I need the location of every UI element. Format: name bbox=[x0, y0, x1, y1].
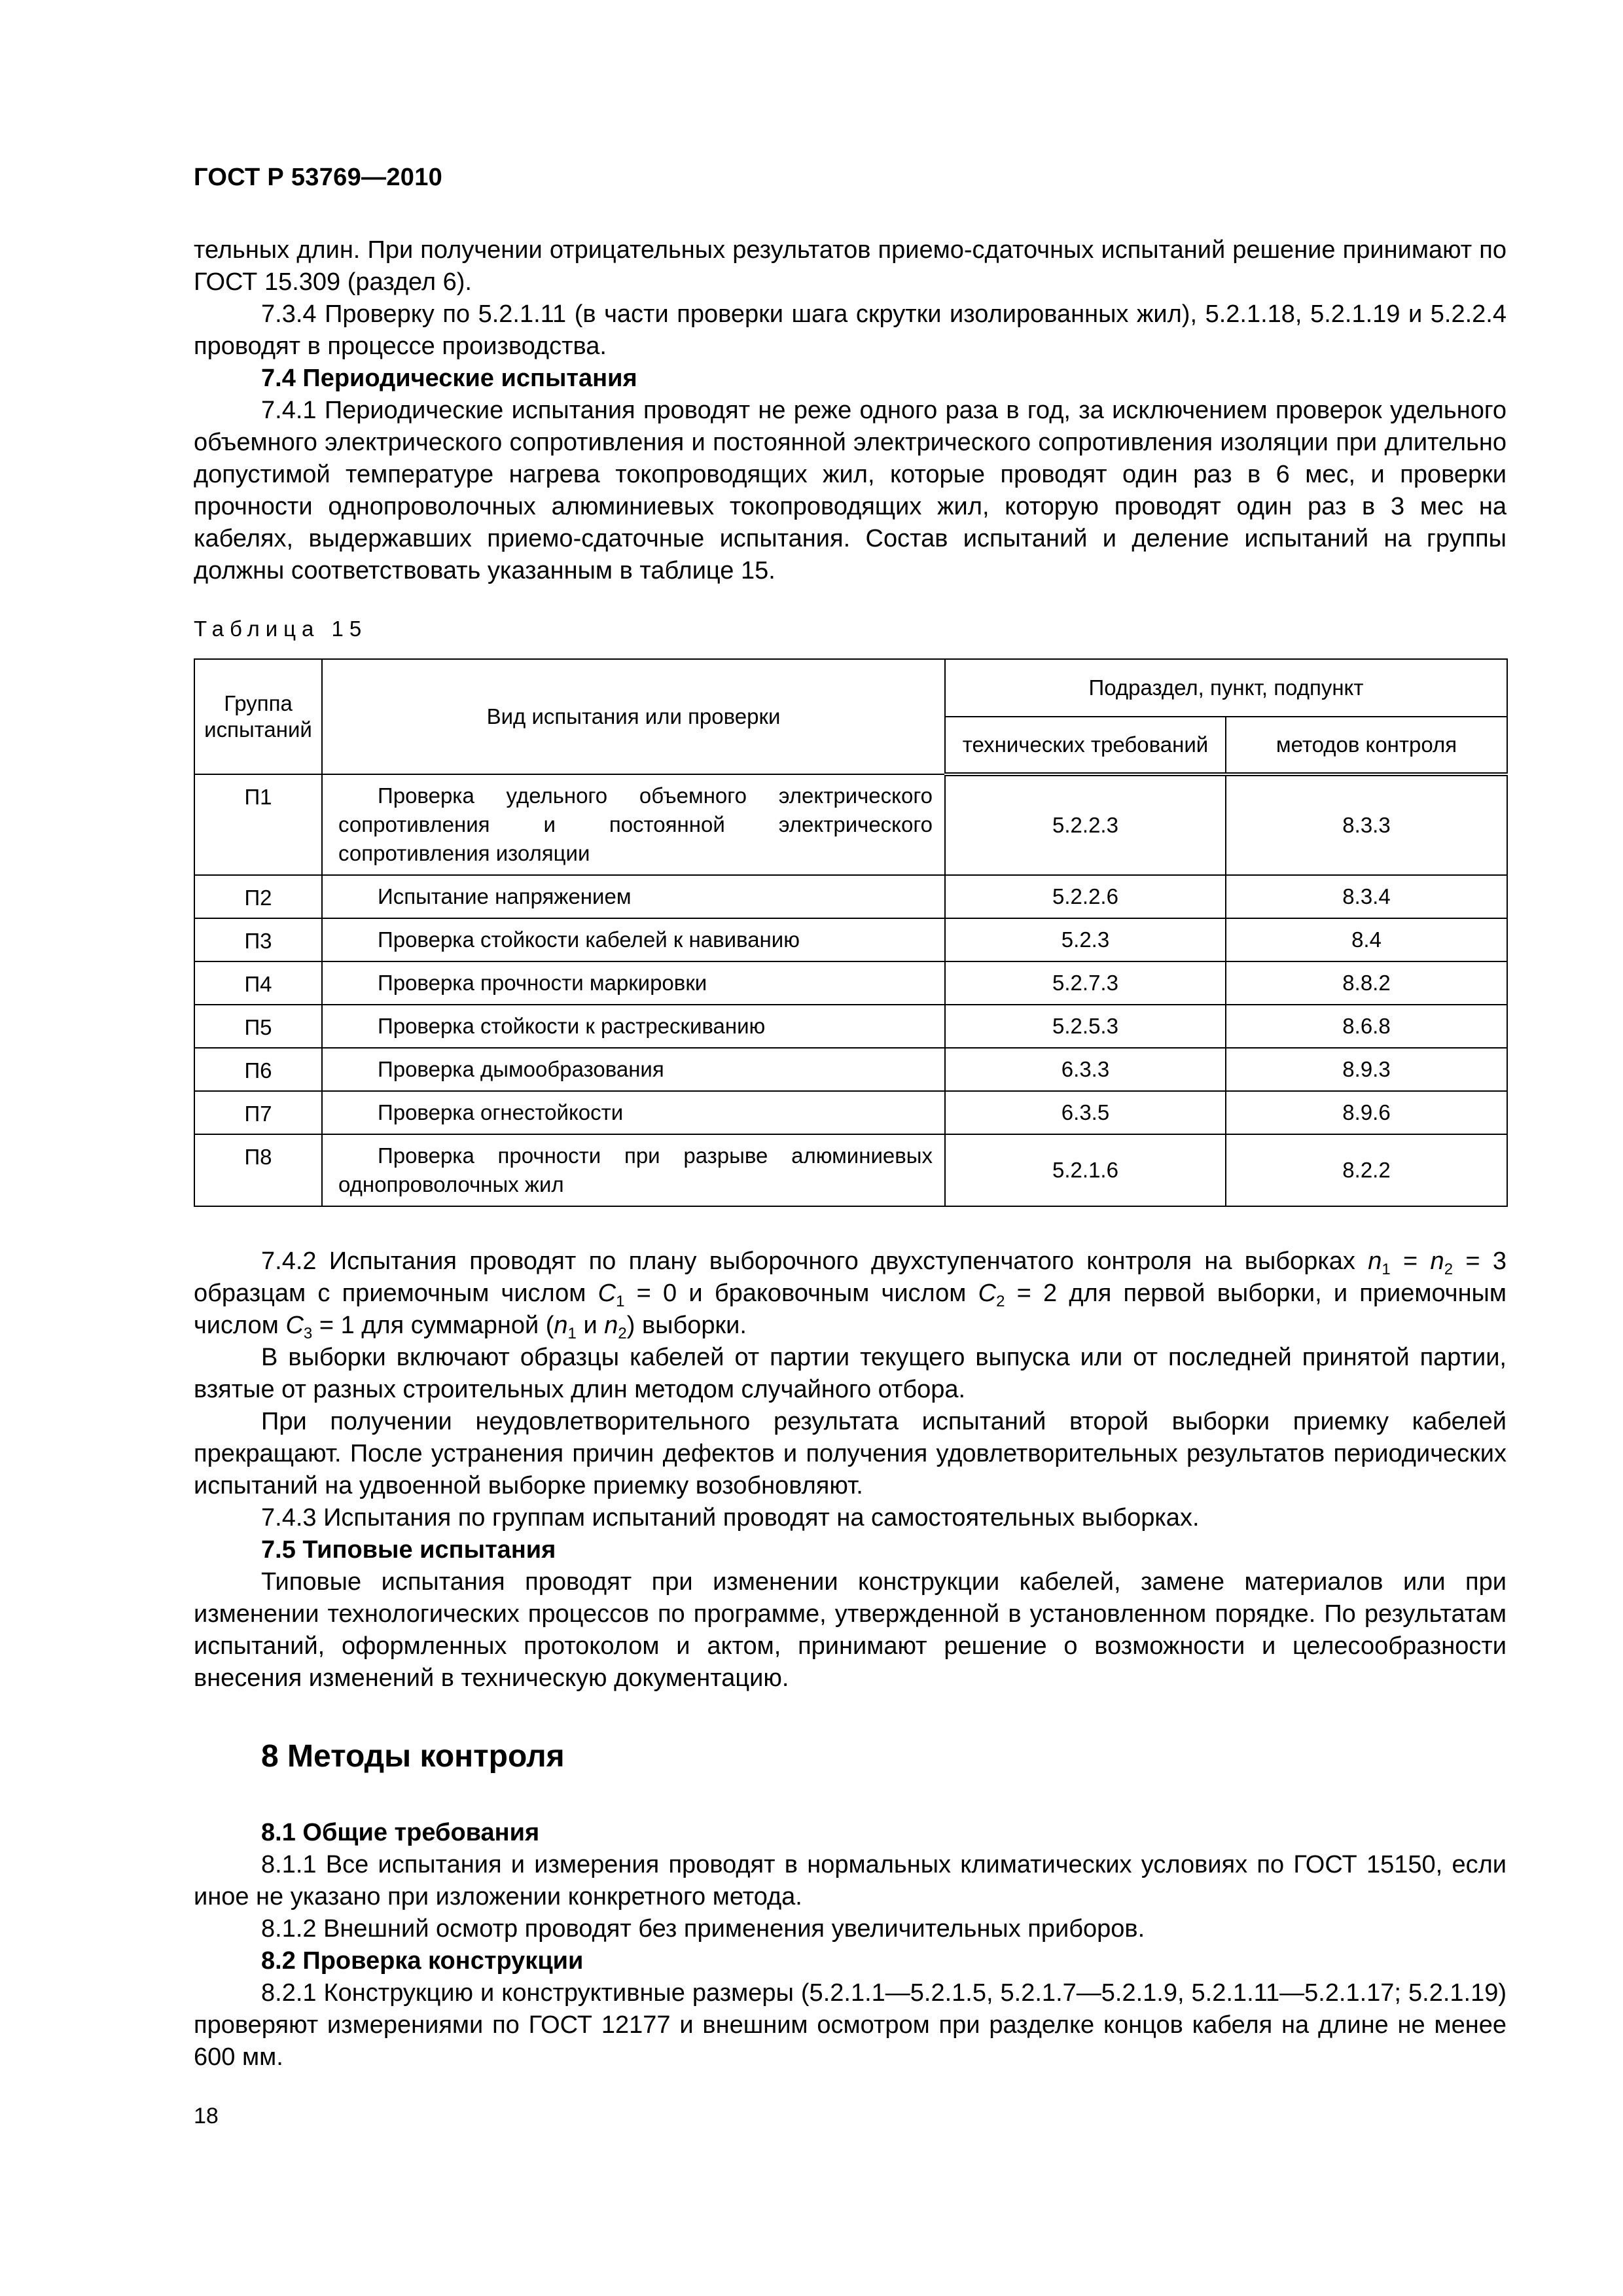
header-control-methods: методов контроля bbox=[1226, 717, 1507, 774]
table-row bbox=[194, 918, 1507, 961]
table-row bbox=[194, 1005, 1507, 1048]
cell-tech-requirement: 5.2.1.6 bbox=[945, 1134, 1226, 1206]
section-8 bbox=[194, 1737, 1507, 2073]
cell-group: П5 bbox=[194, 1005, 322, 1048]
page-number: 18 bbox=[194, 2104, 219, 2128]
table-row bbox=[194, 1091, 1507, 1134]
cell-control-method: 8.6.8 bbox=[1226, 1005, 1507, 1048]
cell-tech-requirement: 5.2.2.3 bbox=[945, 774, 1226, 875]
heading-7-4: 7.4 Периодические испытания bbox=[261, 365, 637, 392]
cell-description: Проверка стойкости кабелей к навиванию bbox=[322, 918, 945, 961]
cell-description: Проверка прочности при разрыве алюминиевых однопроволочных жил bbox=[322, 1134, 945, 1206]
table-row bbox=[194, 961, 1507, 1005]
cell-group: П6 bbox=[194, 1048, 322, 1091]
cell-description: Проверка прочности маркировки bbox=[322, 961, 945, 1005]
table-15 bbox=[194, 658, 1508, 1207]
cell-group: П4 bbox=[194, 961, 322, 1005]
cell-control-method: 8.9.3 bbox=[1226, 1048, 1507, 1091]
cell-group: П3 bbox=[194, 918, 322, 961]
cell-group: П7 bbox=[194, 1091, 322, 1134]
cell-tech-requirement: 5.2.3 bbox=[945, 918, 1226, 961]
heading-8: 8 Методы контроля bbox=[261, 1739, 565, 1774]
cell-control-method: 8.3.4 bbox=[1226, 875, 1507, 918]
cell-tech-requirement: 5.2.2.6 bbox=[945, 875, 1226, 918]
header-tech-requirements: технических требований bbox=[945, 717, 1226, 774]
paragraph-8-1-1: 8.1.1 Все испытания и измерения проводят в нормальных климатических условиях по ГОСТ 15150, если иное не указано при изложении конкретного метода. bbox=[194, 1851, 1507, 1910]
cell-description: Проверка дымообразования bbox=[322, 1048, 945, 1091]
cell-description: Проверка удельного объемного электрического сопротивления и постоянной электрического сопротивления изоляции bbox=[322, 774, 945, 875]
cell-tech-requirement: 5.2.5.3 bbox=[945, 1005, 1226, 1048]
cell-control-method: 8.3.3 bbox=[1226, 774, 1507, 875]
cell-control-method: 8.2.2 bbox=[1226, 1134, 1507, 1206]
paragraph-7-3-4: 7.3.4 Проверку по 5.2.1.11 (в части проверки шага скрутки изолированных жил), 5.2.1.18, 5.2.1.19 и 5.2.2.4 проводят в процессе производства. bbox=[194, 300, 1507, 360]
heading-8-1: 8.1 Общие требования bbox=[261, 1819, 540, 1846]
table-row bbox=[194, 1048, 1507, 1091]
cell-description: Испытание напряжением bbox=[322, 875, 945, 918]
paragraph-failure: При получении неудовлетворительного результата испытаний второй выборки приемку кабелей прекращают. После устранения причин дефектов и получения удовлетворительных результатов периодических испытаний на удвоенной выборке приемку возобновляют. bbox=[194, 1408, 1507, 1499]
paragraph-7-5: Типовые испытания проводят при изменении конструкции кабелей, замене материалов или при изменении технологических процессов по программе, утвержденной в установленном порядке. По результатам испытаний, оформленных протоколом и актом, принимают решение о возможности и целесообразности внесения изменений в техническую документацию. bbox=[194, 1568, 1507, 1692]
cell-control-method: 8.9.6 bbox=[1226, 1091, 1507, 1134]
heading-8-2: 8.2 Проверка конструкции bbox=[261, 1947, 584, 1975]
table-row bbox=[194, 875, 1507, 918]
section-7-4-2-7-5 bbox=[194, 1246, 1507, 1695]
paragraph-samples: В выборки включают образцы кабелей от партии текущего выпуска или от последней принятой партии, взятые от разных строительных длин методом случайного отбора. bbox=[194, 1344, 1507, 1403]
cell-group: П2 bbox=[194, 875, 322, 918]
cell-control-method: 8.8.2 bbox=[1226, 961, 1507, 1005]
document-header: ГОСТ Р 53769—2010 bbox=[194, 164, 443, 191]
table-row bbox=[194, 774, 1507, 875]
paragraph-7-4-1: 7.4.1 Периодические испытания проводят не реже одного раза в год, за исключением проверок удельного объемного электрического сопротивления и постоянной электрического сопротивления изоляции при длительно допустимой температуре нагрева токопроводящих жил, которые проводят один раз в 6 мес, и проверки прочности однопроволочных алюминиевых токопроводящих жил, которую проводят один раз в 3 мес на кабелях, выдержавших приемо-сдаточные испытания. Состав испытаний и деление испытаний на группы должны соответствовать указанным в таблице 15. bbox=[194, 397, 1507, 584]
section-7-3-7-4 bbox=[194, 234, 1507, 587]
header-group: Группа испытаний bbox=[194, 659, 322, 774]
cell-group: П8 bbox=[194, 1134, 322, 1206]
table-caption: Таблица 15 bbox=[194, 617, 368, 641]
cell-control-method: 8.4 bbox=[1226, 918, 1507, 961]
table-body bbox=[194, 774, 1507, 1206]
table-row bbox=[194, 1134, 1507, 1206]
header-test-type: Вид испытания или проверки bbox=[322, 659, 945, 774]
header-section: Подраздел, пункт, подпункт bbox=[945, 659, 1507, 717]
cell-tech-requirement: 5.2.7.3 bbox=[945, 961, 1226, 1005]
paragraph-8-2-1: 8.2.1 Конструкцию и конструктивные размеры (5.2.1.1—5.2.1.5, 5.2.1.7—5.2.1.9, 5.2.1.11—5.2.1.17; 5.2.1.19) проверяют измерениями по ГОСТ 12177 и внешним осмотром при разделке концов кабеля на длине не менее 600 мм. bbox=[194, 1979, 1507, 2071]
cell-tech-requirement: 6.3.3 bbox=[945, 1048, 1226, 1091]
paragraph-8-1-2: 8.1.2 Внешний осмотр проводят без применения увеличительных приборов. bbox=[261, 1915, 1145, 1943]
paragraph-continuation: тельных длин. При получении отрицательных результатов приемо-сдаточных испытаний решение принимают по ГОСТ 15.309 (раздел 6). bbox=[194, 236, 1507, 296]
table-header-row bbox=[194, 659, 1507, 717]
cell-description: Проверка огнестойкости bbox=[322, 1091, 945, 1134]
cell-tech-requirement: 6.3.5 bbox=[945, 1091, 1226, 1134]
heading-7-5: 7.5 Типовые испытания bbox=[261, 1536, 556, 1564]
cell-description: Проверка стойкости к растрескиванию bbox=[322, 1005, 945, 1048]
paragraph-7-4-3: 7.4.3 Испытания по группам испытаний проводят на самостоятельных выборках. bbox=[261, 1504, 1200, 1532]
paragraph-7-4-2: 7.4.2 Испытания проводят по плану выборочного двухступенчатого контроля на выборках $n_1 = n_2 = 3$ образцам с приемочным числом $C_1 = 0$ и браковочным числом $C_2 = 2$ для первой выборки, и приемочным числом $C_3 = 1$ для суммарной ($n_1$ и $n_2$) выборки. bbox=[194, 1247, 1507, 1342]
cell-group: П1 bbox=[194, 774, 322, 875]
